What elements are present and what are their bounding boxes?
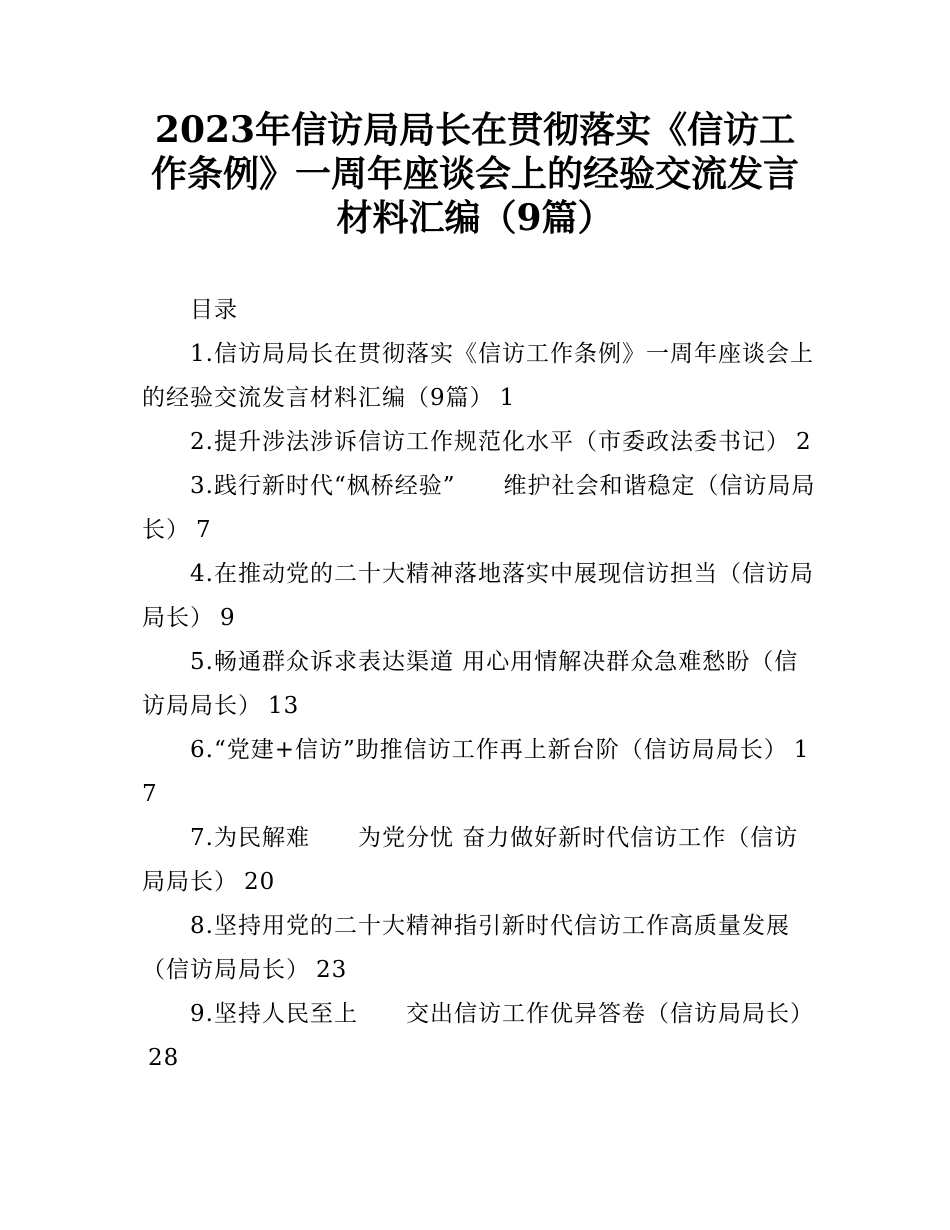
toc-item-2[interactable]: [142, 420, 817, 464]
toc-page-number: 28: [148, 1045, 180, 1071]
toc-item-text: 9.坚持人民至上 交出信访工作优异答卷（信访局局长）: [190, 1001, 814, 1027]
toc-list: [142, 332, 817, 1080]
document-title: 2023年信访局局长在贯彻落实《信访工作条例》一周年座谈会上的经验交流发言材料汇编（9篇）: [150, 109, 799, 239]
toc-item-text: 1.信访局局长在贯彻落实《信访工作条例》一周年座谈会上的经验交流发言材料汇编（9篇）: [142, 341, 814, 411]
toc-item-5[interactable]: [142, 640, 817, 728]
toc-item-text: 7.为民解难 为党分忧 奋力做好新时代信访工作（信访局局长）: [142, 825, 799, 895]
toc-page-number: 13: [268, 693, 300, 719]
table-of-contents: [142, 288, 817, 1080]
toc-item-text: 3.践行新时代“枫桥经验” 维护社会和谐稳定（信访局局长）: [142, 473, 816, 543]
toc-page-number: 7: [196, 517, 212, 543]
toc-heading: 目录: [190, 297, 238, 323]
toc-item-text: 5.畅通群众诉求表达渠道 用心用情解决群众急难愁盼（信访局局长）: [142, 649, 799, 719]
toc-page-number: 2: [795, 429, 812, 455]
toc-item-9[interactable]: [142, 992, 817, 1080]
toc-item-text: 6.“党建+信访”助推信访工作再上新台阶（信访局局长）: [190, 737, 788, 763]
toc-item-text: 8.坚持用党的二十大精神指引新时代信访工作高质量发展（信访局局长）: [142, 913, 790, 983]
toc-page-number: 9: [220, 605, 236, 631]
toc-item-8[interactable]: [142, 904, 817, 992]
toc-page-number: 17: [142, 737, 810, 807]
toc-item-6[interactable]: [142, 728, 817, 816]
toc-item-text: 2.提升涉法涉诉信访工作规范化水平（市委政法委书记）: [190, 429, 790, 455]
toc-page-number: 23: [316, 957, 348, 983]
toc-page-number: 20: [244, 869, 276, 895]
toc-item-7[interactable]: [142, 816, 817, 904]
toc-item-4[interactable]: [142, 552, 817, 640]
toc-item-3[interactable]: [142, 464, 817, 552]
toc-item-text: 4.在推动党的二十大精神落地落实中展现信访担当（信访局局长）: [142, 561, 814, 631]
toc-item-1[interactable]: [142, 332, 817, 420]
toc-page-number: 1: [499, 385, 516, 411]
